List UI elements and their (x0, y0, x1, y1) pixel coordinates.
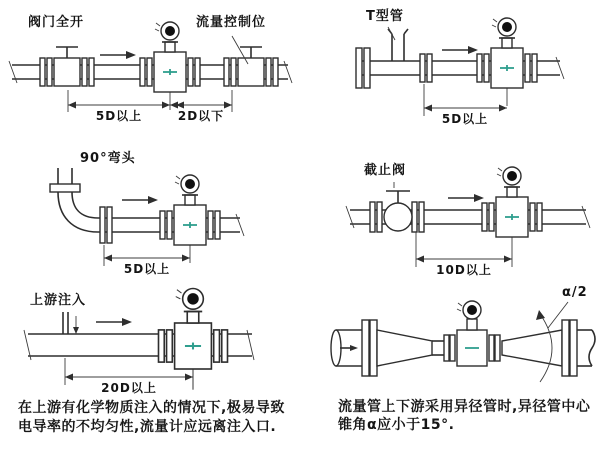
panel-stop-valve (346, 167, 590, 267)
panel-t-pipe (356, 18, 564, 116)
panel-valve-fully-open (9, 22, 292, 112)
flow-arrow-icon (442, 46, 478, 54)
valve-open-label: 阀门全开 (28, 15, 85, 30)
control-valve-icon (224, 47, 278, 86)
t-branch-icon (388, 29, 408, 61)
stop-valve-icon (370, 182, 424, 232)
elbow-icon (50, 168, 98, 232)
cone-angle-label: α/2 (562, 285, 588, 300)
dim-5d-label: 5D以上 (95, 109, 143, 123)
injection-label: 上游注入 (30, 293, 87, 308)
flowmeter-icon (477, 18, 537, 106)
reducer-piping-icon (331, 301, 595, 376)
dim-5d-label: 5D以上 (441, 112, 489, 126)
flowmeter-icon (140, 22, 200, 110)
flowmeter-icon (159, 289, 228, 390)
reducer-caption-line2: 锥角α应小于15°. (338, 417, 455, 433)
flow-arrow-icon (122, 196, 158, 204)
flowmeter-icon (160, 175, 220, 263)
dim-2d-label: 2D以下 (177, 109, 225, 123)
elbow-label: 90°弯头 (80, 151, 136, 166)
injection-caption-line2: 电导率的不均匀性,流量计应远离注入口. (18, 419, 277, 435)
reducer-caption-line1: 流量管上下游采用异径管时,异径管中心 (338, 399, 591, 415)
dim-5d-label: 5D以上 (123, 262, 171, 276)
flow-arrow-icon (448, 194, 484, 202)
flow-arrow-icon (100, 51, 136, 59)
t-pipe-label: T型管 (366, 9, 404, 24)
dim-10d-label: 10D以上 (436, 263, 492, 277)
injection-caption-line1: 在上游有化学物质注入的情况下,极易导致 (18, 400, 285, 416)
panel-reducer (331, 301, 595, 382)
flowmeter-icon (482, 167, 542, 255)
injection-pipe-icon (63, 312, 79, 334)
flow-arrow-icon (96, 318, 132, 326)
panel-elbow (50, 168, 244, 266)
flow-control-label: 流量控制位 (196, 15, 267, 30)
valve-icon (40, 47, 94, 86)
stop-valve-label: 截止阀 (364, 163, 407, 178)
dim-20d-label: 20D以上 (101, 381, 157, 395)
